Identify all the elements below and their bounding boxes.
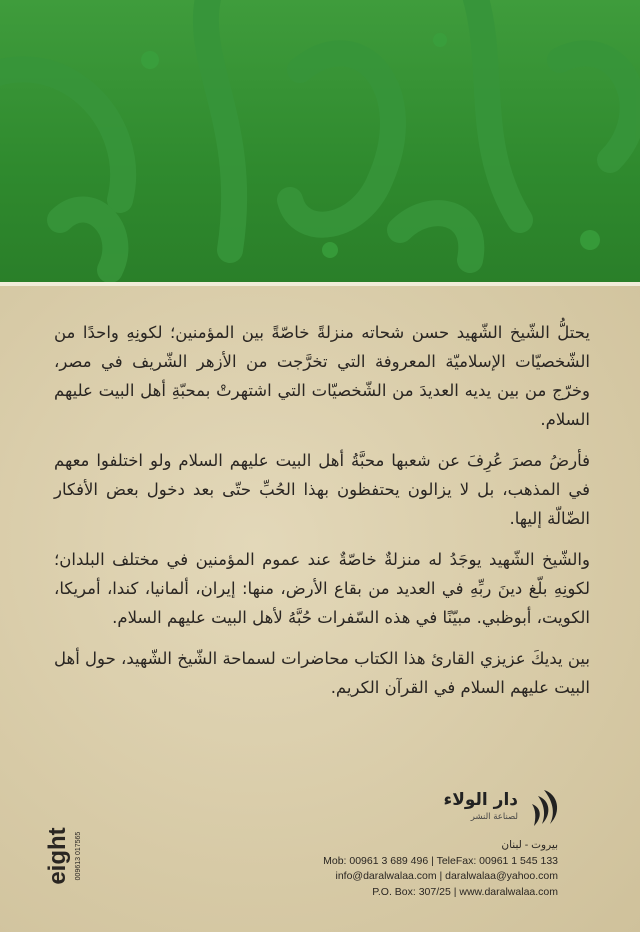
publisher-emails: info@daralwalaa.com | daralwalaa@yahoo.com — [335, 870, 558, 882]
publisher-logo-icon — [522, 788, 562, 828]
isbn-block — [74, 806, 84, 906]
contact-info — [290, 838, 558, 900]
publisher-website: P.O. Box: 307/25 | www.daralwalaa.com — [372, 885, 558, 898]
blurb-paragraph-3: والشّيخ الشّهيد يوجَدُ له منزلةٌ خاصّةٌ عند عموم المؤمنين في مختلف البلدان؛ لكونِهِ بلّغ دينَ ربِّهِ في العديد من بقاع الأرض، منها: إيران، ألمانيا، كندا، أمريكا، الكويت، أبوظبي. مبيّنًا في هذه السّفرات حُبَّهُ لأهل البيت عليهم السلام. — [54, 550, 590, 627]
publisher-name: دار الولاء — [443, 790, 518, 810]
blurb-paragraph-2: فأرضُ مصرَ عُرِفَ عن شعبها محبَّةُ أهل البيت عليهم السلام ولو اختلفوا معهم في المذهب، بل لا يزالون يحتفظون بهذا الحُبِّ حتّى بعد دخول بعض الأفكار الضّالّة إليها. — [54, 451, 590, 528]
back-cover-blurb — [54, 318, 590, 714]
isbn-number: 009613 017565 — [75, 831, 82, 881]
brand-name: eight — [44, 827, 71, 885]
calligraphy-decoration-icon — [0, 0, 640, 282]
blurb-paragraph-1: يحتلُّ الشّيخ الشّهيد حسن شحاته منزلةً خاصّةً بين المؤمنين؛ لكونِهِ واحدًا من الشّخصيّات الإسلاميّة المعروفة التي تخرَّجت من الأزهر الشّريف في مصر، وخرّج من بين يديه العديدَ من الشّخصيّات التي اشتهرتْ بمحبّةِ أهل البيت عليهم السلام. — [54, 323, 590, 429]
publisher-phones: Mob: 00961 3 689 496 | TeleFax: 00961 1 545 133 — [323, 854, 558, 867]
publisher-city: بيروت - لبنان — [501, 839, 558, 851]
eight-brand — [44, 806, 72, 906]
publisher-tagline: لصناعة النشر — [470, 812, 518, 822]
blurb-paragraph-4: بين يديكَ عزيزي القارئ هذا الكتاب محاضرات لسماحة الشّيخ الشّهيد، حول أهل البيت عليهم السلام في القرآن الكريم. — [54, 649, 590, 697]
publisher-block — [438, 788, 562, 828]
green-header-band — [0, 0, 640, 282]
